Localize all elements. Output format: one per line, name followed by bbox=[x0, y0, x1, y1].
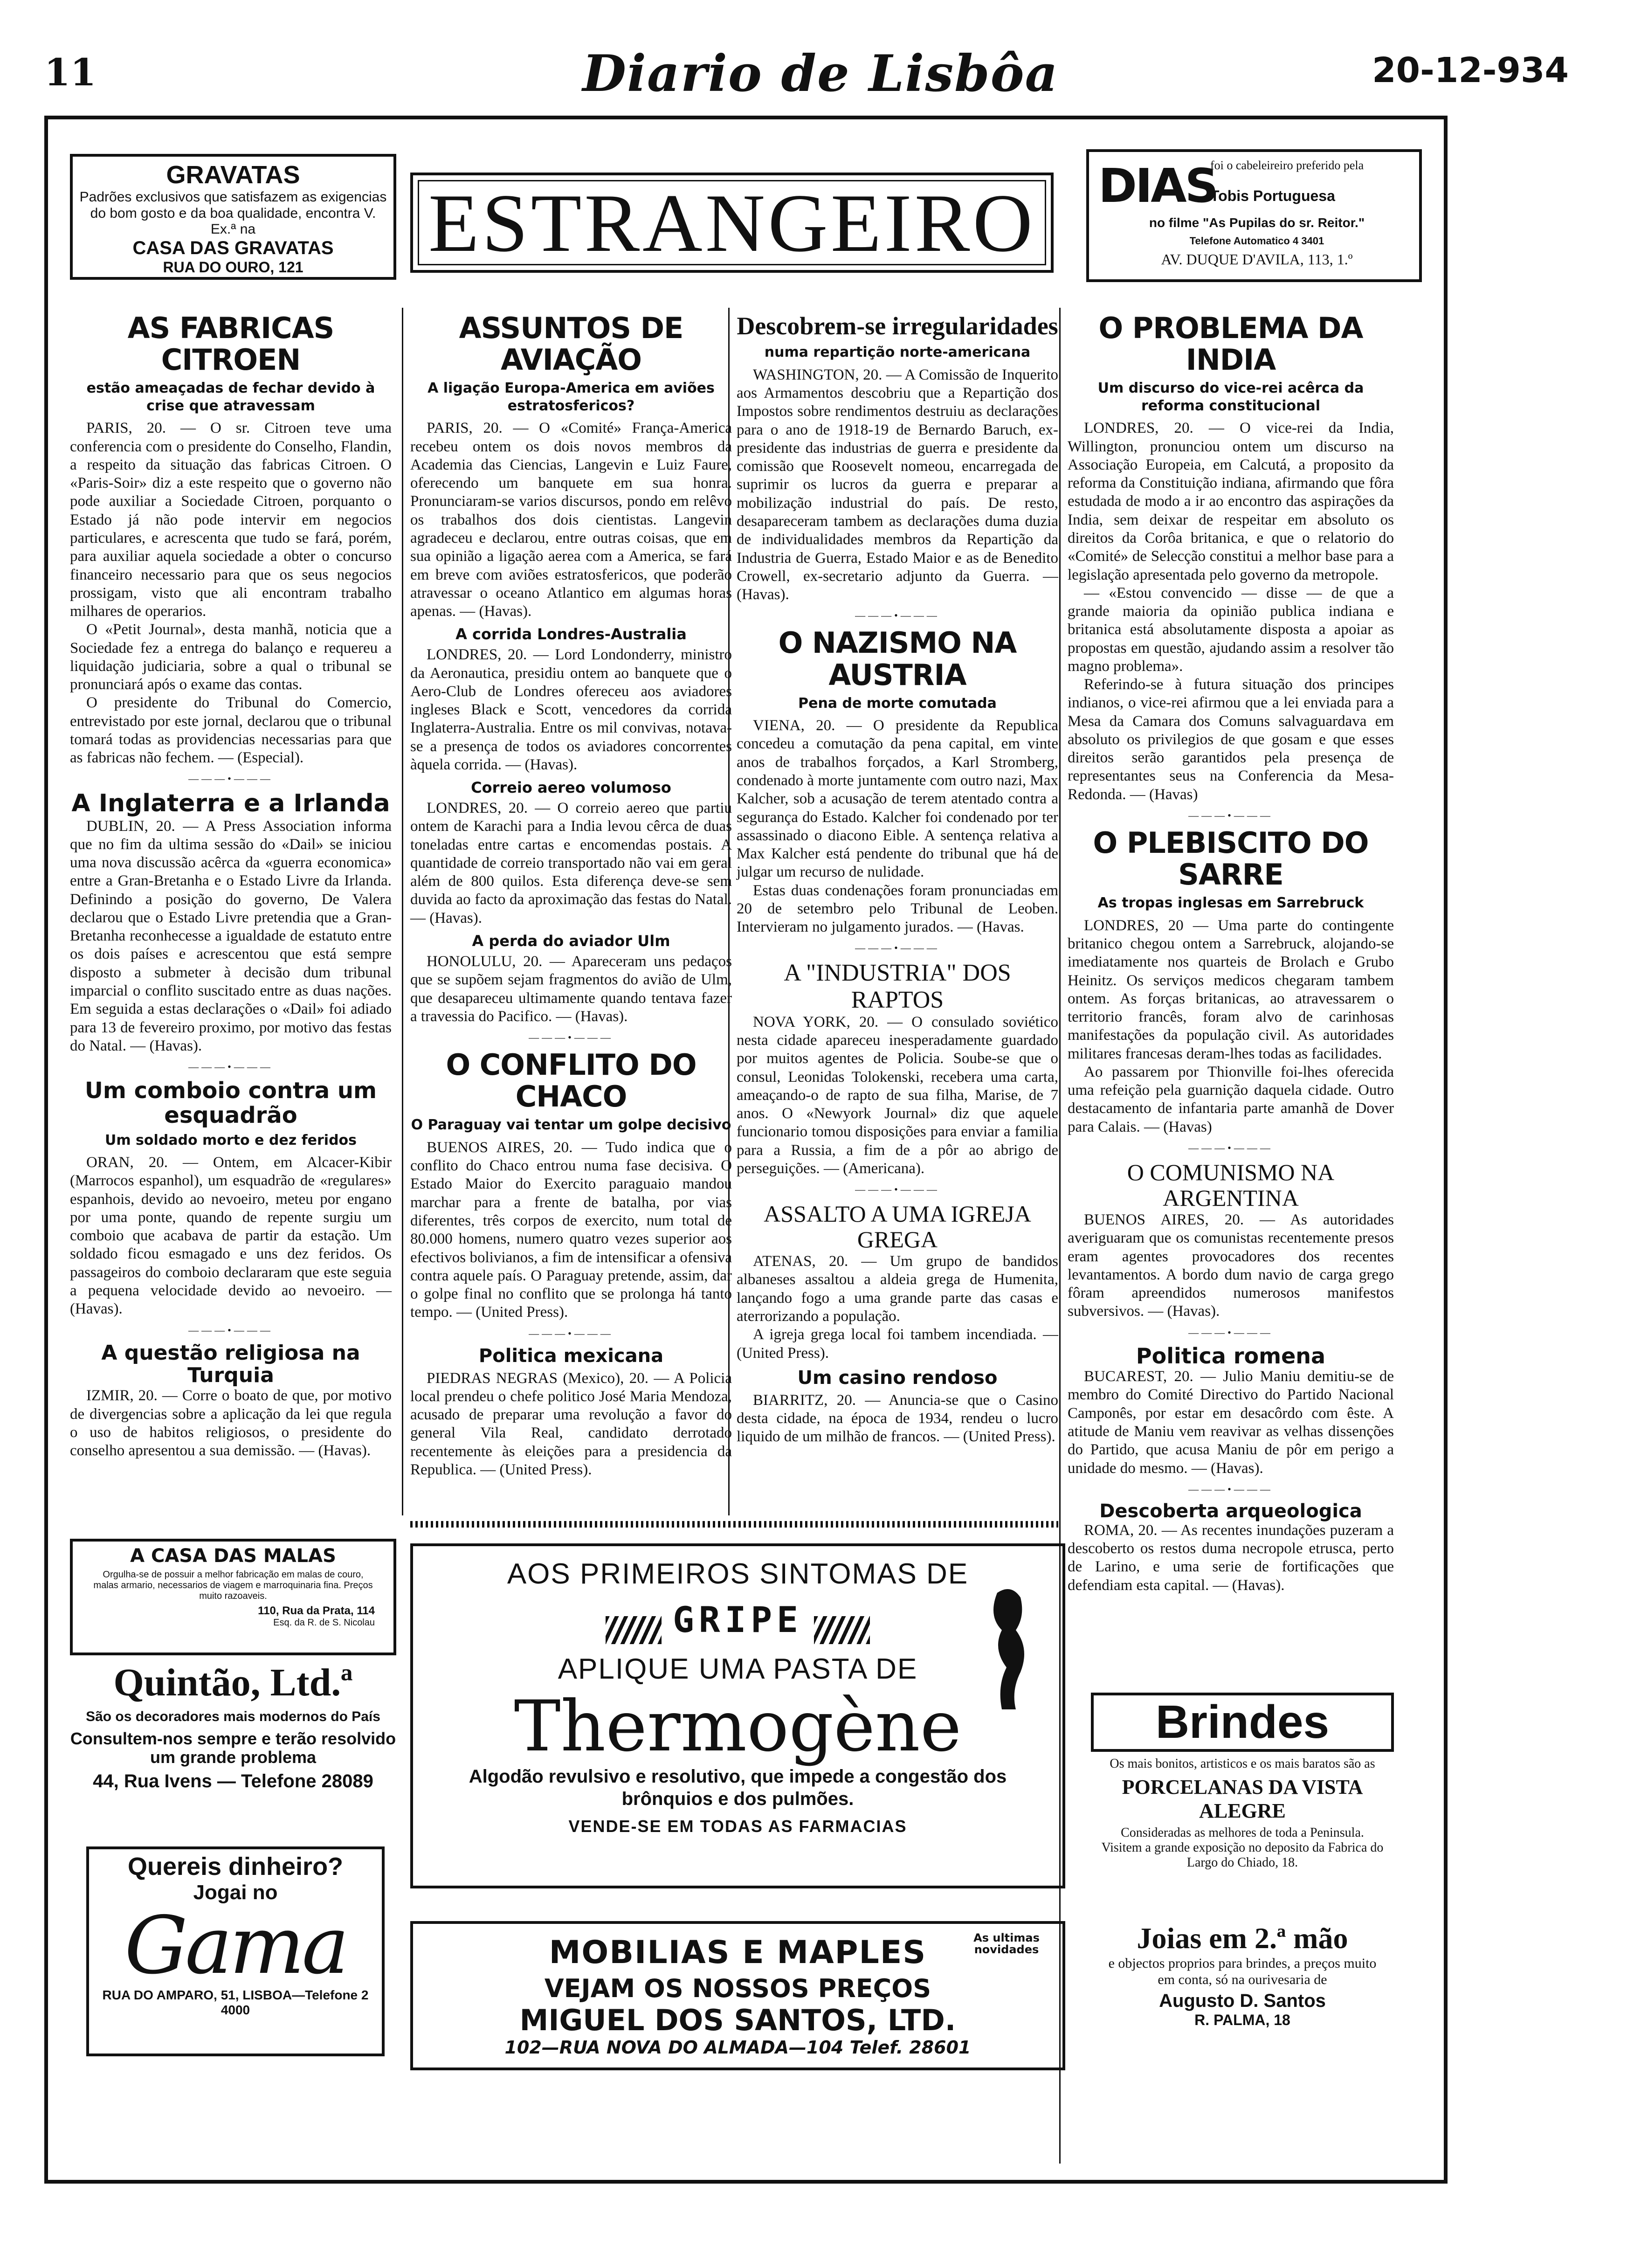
section-banner-title: ESTRANGEIRO bbox=[418, 180, 1046, 265]
ad-malas-title: A CASA DAS MALAS bbox=[130, 1545, 336, 1567]
ad-mobilias-line3: MIGUEL DOS SANTOS, LTD. bbox=[519, 2003, 956, 2037]
newspaper-title: Diario de Lisbôa bbox=[582, 44, 1059, 103]
ad-malas bbox=[70, 1539, 396, 1655]
paragraph: BUENOS AIRES, 20. — Tudo indica que o conflito do Chaco entrou numa fase decisiva. O Estado Maior do Exercito paraguaio mandou marchar para a frente de batalha, por vias diferentes, três corpos de exercito, num total de 80.000 homens, numero quatro vezes superior aos efectivos bolivianos, a fim de intensificar a ofensiva contra aquele país. O Paraguay pretende, assim, dar o golpe final no conflito que se prolonga há tanto tempo. — (United Press). bbox=[410, 1139, 732, 1321]
headline: A Inglaterra e a Irlanda bbox=[71, 789, 390, 818]
separator: ———•——— bbox=[855, 942, 940, 954]
paragraph: LONDRES, 20. — Lord Londonderry, ministro da Aeronautica, presidiu ontem ao banquete que o Aero-Club de Londres ofereceu aos aviadores ingleses Black e Scott, vencedores da corrida Inglaterra-Australia. Entre os mil convivas, notava-se a presença de todos os aviadores concorrentes àquela corrida. — (Havas). bbox=[410, 646, 732, 773]
hatch-decoration bbox=[606, 1616, 662, 1644]
article-romena bbox=[1068, 1344, 1394, 1478]
paragraph: — «Estou convencido — disse — de que a grande maioria da opinião publica indiana e britanica está absolutamente disposta a apoiar as propostas em questão, ajudando assim a resolver tão magno problema». bbox=[1068, 584, 1394, 675]
ad-thermogene-brand: Thermogène bbox=[514, 1686, 962, 1767]
column-3 bbox=[737, 312, 1058, 1446]
article-chaco bbox=[410, 1049, 732, 1479]
deck: Um discurso do vice-rei acêrca da reforma constitucional bbox=[1097, 380, 1364, 414]
ad-thermogene-line2: GRIPE bbox=[673, 1599, 803, 1640]
separator: ———•——— bbox=[855, 609, 940, 622]
paragraph: PIEDRAS NEGRAS (Mexico), 20. — A Policia local prendeu o chefe politico José Maria Mendoza, acusado de preparar uma revolução a favor do general Vila Real, candidato derrotado recentemente às eleições para a presidencia da Republica. — (United Press). bbox=[410, 1369, 732, 1478]
subheading: A perda do aviador Ulm bbox=[472, 932, 670, 950]
separator: ———•——— bbox=[1188, 1483, 1273, 1495]
paragraph: WASHINGTON, 20. — A Comissão de Inquerito aos Armamentos descobriu que a Repartição dos Impostos sobre rendimentos destruiu as declarações para o ano de 1918-19 de Bernardo Baruch, ex-presidente das industrias de guerra e presidente da comissão que Roosevelt nomeou, encarregada de suprimir os lucros da guerra e preparar a mobilização industrial do país. De resto, desapareceram tambem as declarações duma duzia de individualidades membros da Repartição da Industria de Guerra, Estado Maior e as de Benedito Crowell, ex-secretario adjunto da Guerra. — (Havas). bbox=[737, 366, 1058, 603]
headline: ASSUNTOS DE AVIAÇÃO bbox=[459, 311, 683, 377]
deck: estão ameaçadas de fechar devido à crise que atravessam bbox=[86, 380, 375, 414]
ad-quintao bbox=[70, 1660, 396, 1846]
ad-thermogene-line5: VENDE-SE EM TODAS AS FARMACIAS bbox=[568, 1816, 907, 1836]
ad-malas-text: Orgulha-se de possuir a melhor fabricação em malas de couro, malas armario, necessarios de viagem e marroquinaria fina. Preços muito razoaveis. bbox=[93, 1570, 373, 1601]
ad-mobilias-line1: MOBILIAS E MAPLES bbox=[549, 1934, 927, 1971]
article-sarre bbox=[1068, 827, 1394, 1136]
ad-thermogene-gripe-row bbox=[413, 1599, 1062, 1644]
ad-dias-name: DIAS bbox=[1098, 159, 1217, 213]
paragraph: VIENA, 20. — O presidente da Republica concedeu a comutação da pena capital, em vinte anos de trabalhos forçados, a Karl Stromberg, condenado à morte juntamente com outro nazi, Max Kalcher, sob a acusação de terem atentado contra a segurança do Estado. Kalcher foi condenado por ter assassinado o diacono Eible. A sentença relativa a Max Kalcher está pendente do tribunal que há de julgar um recurso de nulidade. bbox=[737, 717, 1058, 881]
paragraph: O presidente do Tribunal do Comercio, entrevistado por este jornal, declarou que o tribunal tomará todas as providencias necessarias para que as fabricas não fechem. — (Especial). bbox=[70, 694, 392, 767]
section-banner bbox=[410, 173, 1054, 273]
separator: ———•——— bbox=[529, 1031, 614, 1044]
ad-quintao-line2: Consultem-nos sempre e terão resolvido um grande problema bbox=[70, 1729, 396, 1767]
ad-malas-address1: 110, Rua da Prata, 114 bbox=[258, 1604, 375, 1617]
paragraph: LONDRES, 20. — O correio aereo que partiu ontem de Karachi para a India levou cêrca de duas toneladas entre cartas e encomendas postais. A quantidade de correio transportado não vai em geral além de 800 quilos. Esta diferença deve-se sem duvida ao facto da aproximação das festas do Natal. — (Havas). bbox=[410, 800, 732, 927]
article-turquia bbox=[70, 1342, 392, 1460]
ad-gravatas-address: RUA DO OURO, 121 bbox=[163, 258, 303, 276]
ad-dias-line3: no filme "As Pupilas do sr. Reitor." bbox=[1149, 215, 1365, 230]
ad-dias-line5: AV. DUQUE D'AVILA, 113, 1.º bbox=[1161, 251, 1353, 268]
ad-thermogene-line3: APLIQUE UMA PASTA DE bbox=[558, 1653, 918, 1685]
ad-thermogene bbox=[410, 1543, 1065, 1888]
deck: As tropas inglesas em Sarrebruck bbox=[1097, 895, 1364, 912]
separator: ———•——— bbox=[1188, 1142, 1273, 1154]
article-india bbox=[1068, 312, 1394, 804]
ad-joias-text: e objectos proprios para brindes, a preços muito em conta, só na ourivesaria de bbox=[1108, 1956, 1377, 1987]
paragraph: ATENAS, 20. — Um grupo de bandidos albaneses assaltou a aldeia grega de Humenita, lançando fogo a uma grande parte das casas e aterrorizando a população. bbox=[737, 1253, 1058, 1325]
separator: ———•——— bbox=[188, 1324, 273, 1336]
headline: O PLEBISCITO DO SARRE bbox=[1093, 825, 1369, 892]
article-aviacao bbox=[410, 312, 732, 1026]
paragraph: Estas duas condenações foram pronunciadas em 20 de setembro pelo Tribunal de Leoben. Intervieram no julgamento jurados. — (Havas. bbox=[737, 882, 1058, 936]
ad-brindes bbox=[1086, 1693, 1399, 1907]
ad-joias-name: Augusto D. Santos bbox=[1159, 1991, 1326, 2011]
ad-gravatas-shop: CASA DAS GRAVATAS bbox=[132, 237, 334, 258]
subheading: Um casino rendoso bbox=[797, 1367, 998, 1389]
subheading: A corrida Londres-Australia bbox=[455, 625, 687, 643]
paragraph: NOVA YORK, 20. — O consulado soviético nesta cidade apareceu inesperadamente guardado por muitos agentes de Policia. Soube-se que o consul, Leonidas Tolokenski, recebera uma carta, ameaçando-o de rapto de sua filha, Marise, de 7 anos. O «Newyork Journal» diz que aquele funcionario tomou disposições para enviar a familia para a Russia, a fim de a pôr ao abrigo de perseguições. — (Americana). bbox=[737, 1013, 1058, 1177]
paragraph: A igreja grega local foi tambem incendiada. — (United Press). bbox=[737, 1326, 1058, 1362]
ad-gravatas bbox=[70, 154, 396, 280]
deck: A ligação Europa-America em aviões estratosfericos? bbox=[427, 380, 715, 414]
column-1 bbox=[70, 312, 392, 1460]
separator: ———•——— bbox=[1188, 1326, 1273, 1338]
issue-date: 20-12-934 bbox=[1372, 50, 1569, 90]
paragraph: HONOLULU, 20. — Apareceram uns pedaços que se supõem sejam fragmentos do avião de Ulm, que desapareceu ultimamente quando tentava fazer a travessia do Pacifico. — (Havas). bbox=[410, 953, 732, 1025]
paragraph: Referindo-se à futura situação dos principes indianos, o vice-rei afirmou que a lei enviada para a Mesa da Camara dos Comuns salvaguardava em absoluto os privilegios de que gosam e que esses direitos serão garantidos pela presença de representantes seus na Conferencia da Mesa-Redonda. — (Havas) bbox=[1068, 676, 1394, 803]
paragraph: LONDRES, 20 — Uma parte do contingente britanico chegou ontem a Sarrebruck, alojando-se imediatamente nos quarteis de Brolach e Grubo Heinitz. Os serviços medicos chegaram tambem ontem. As forças britanicas, ao atravessarem o territorio francês, foram alvo de carinhosas manifestações da população civil. As autoridades militares francesas deram-lhes todas as facilidades. bbox=[1068, 917, 1394, 1062]
ad-brindes-line3: Consideradas as melhores de toda a Peninsula. bbox=[1121, 1825, 1364, 1840]
paragraph: PARIS, 20. — O sr. Citroen teve uma conferencia com o presidente do Conselho, Flandin, a respeito da situação das fabricas Citroen. O «Paris-Soir» diz a este respeito que o governo não pode auxiliar a Sociedade Citroen, porquanto o Estado já não pode intervir em negocios particulares, e acrescenta que tudo se fará, porém, para auxiliar aquela sociedade a obter o concurso financeiro necessario para que os seus negocios prossigam, visto que ali encontram trabalho milhares de operarios. bbox=[70, 420, 392, 620]
ad-dias-line2: Tobis Portuguesa bbox=[1210, 187, 1335, 204]
ad-malas-address2: Esq. da R. de S. Nicolau bbox=[273, 1618, 375, 1628]
paragraph: PARIS, 20. — O «Comité» França-America recebeu ontem os dois novos membros da Academia das Ciencias, Langevin e Luiz Faure, oferecendo um banquete em sua honra. Pronunciaram-se varios discursos, pondo em relêvo os trabalhos dos dois cientistas. Langevin agradeceu e declarou, entre outras coisas, que em sua opinião a ligação aerea com a America, se fará em breve com aviões estratosfericos, que poderão atravessar o oceano Atlantico em algumas horas apenas. — (Havas). bbox=[410, 420, 732, 620]
page-number: 11 bbox=[44, 50, 97, 94]
article-arqueologica bbox=[1068, 1501, 1394, 1595]
ad-gravatas-title: GRAVATAS bbox=[166, 161, 300, 189]
subheading: Correio aereo volumoso bbox=[471, 779, 671, 797]
ad-thermogene-line1: AOS PRIMEIROS SINTOMAS DE bbox=[507, 1558, 969, 1590]
subheading: Politica mexicana bbox=[478, 1345, 664, 1367]
hatch-decoration bbox=[814, 1616, 870, 1644]
ad-gama-line1: Quereis dinheiro? bbox=[127, 1853, 344, 1881]
ad-brindes-title: Brindes bbox=[1091, 1693, 1394, 1752]
ad-gama-footer: RUA DO AMPARO, 51, LISBOA—Telefone 2 4000 bbox=[102, 1987, 369, 2017]
deck: O Paraguay vai tentar um golpe decisivo bbox=[411, 1117, 731, 1134]
paragraph: Ao passarem por Thionville foi-lhes oferecida uma refeição pela guarnição daquela cidade. Outro destacamento de infantaria parte amanhã de Dover para Calais. — (Havas) bbox=[1068, 1063, 1394, 1135]
article-irregularidades bbox=[737, 312, 1058, 604]
article-citroen bbox=[70, 312, 392, 767]
ad-brindes-line1: Os mais bonitos, artisticos e os mais baratos são as bbox=[1110, 1756, 1375, 1771]
ad-mobilias bbox=[410, 1921, 1065, 2070]
separator: ———•——— bbox=[188, 773, 273, 785]
ad-gama-line2: Jogai no bbox=[193, 1881, 278, 1904]
headline: Descobrem-se irregularidades bbox=[737, 312, 1058, 340]
ad-dias-line1: foi o cabeleireiro preferido pela bbox=[1210, 159, 1364, 172]
separator: ———•——— bbox=[855, 1183, 940, 1196]
ad-joias-title: Joias em 2.ª mão bbox=[1137, 1922, 1348, 1955]
article-nazismo bbox=[737, 627, 1058, 936]
headline: O COMUNISMO NA ARGENTINA bbox=[1127, 1159, 1335, 1211]
ad-brindes-line4: Visitem a grande exposição no deposito da Fabrica do Largo do Chiado, 18. bbox=[1101, 1840, 1384, 1870]
divider bbox=[410, 1521, 1058, 1528]
ad-mobilias-side: As ultimas novidades bbox=[973, 1931, 1040, 1957]
ad-mobilias-line4: 102—RUA NOVA DO ALMADA—104 Telef. 28601 bbox=[504, 2037, 971, 2058]
headline: Politica romena bbox=[1136, 1343, 1326, 1369]
paragraph: ROMA, 20. — As recentes inundações puzeram a descoberto os restos duma necropole etrusca, perto de Larino, e uma serie de fortificações que defendiam esta capital. — (Havas). bbox=[1068, 1521, 1394, 1594]
headline: A "INDUSTRIA" DOS RAPTOS bbox=[784, 960, 1011, 1013]
paragraph: BIARRITZ, 20. — Anuncia-se que o Casino desta cidade, na época de 1934, rendeu o lucro liquido de um milhão de francos. — (United Press). bbox=[737, 1391, 1058, 1445]
ad-thermogene-line4: Algodão revulsivo e resolutivo, que impede a congestão dos brônquios e dos pulmões. bbox=[469, 1766, 1007, 1809]
separator: ———•——— bbox=[188, 1061, 273, 1073]
ad-quintao-title: Quintão, Ltd.ª bbox=[113, 1661, 353, 1704]
ad-joias bbox=[1086, 1921, 1399, 2052]
ad-gama-logo: Gama bbox=[124, 1900, 346, 1992]
ad-joias-address: R. PALMA, 18 bbox=[1194, 2012, 1290, 2028]
article-raptos bbox=[737, 960, 1058, 1178]
paragraph: IZMIR, 20. — Corre o boato de que, por motivo de divergencias sobre a aplicação da lei que regula o uso de habitos religiosos, o presidente do conselho apresentou a sua demissão. — (Havas). bbox=[70, 1387, 392, 1459]
ad-gama bbox=[86, 1846, 385, 2056]
paragraph: O «Petit Journal», desta manhã, noticia que a Sociedade fez a entrega do balanço e requereu a liquidação judiciaria, sobre a qual o tribunal se pronunciará após o exame das contas. bbox=[70, 621, 392, 693]
ad-mobilias-line2: VEJAM OS NOSSOS PREÇOS bbox=[544, 1974, 931, 2003]
headline: ASSALTO A UMA IGREJA GREGA bbox=[764, 1201, 1031, 1253]
column-4 bbox=[1068, 312, 1394, 1595]
headline: O NAZISMO NA AUSTRIA bbox=[778, 626, 1017, 692]
ad-dias-line4: Telefone Automatico 4 3401 bbox=[1189, 235, 1324, 247]
paragraph: BUENOS AIRES, 20. — As autoridades averiguaram que os comunistas recentemente presos eram agentes provocadores dos recentes levantamentos. A bordo dum navio de carga grego fôram apreendidos numerosos manifestos subversivos. — (Havas). bbox=[1068, 1211, 1394, 1320]
column-2 bbox=[410, 312, 732, 1479]
figure-illustration bbox=[969, 1579, 1048, 1719]
column-rule bbox=[402, 308, 403, 1515]
ad-brindes-line2: PORCELANAS DA VISTA ALEGRE bbox=[1122, 1776, 1363, 1822]
headline: A questão religiosa na Turquia bbox=[101, 1341, 360, 1387]
separator: ———•——— bbox=[1188, 809, 1273, 821]
paragraph: LONDRES, 20. — O vice-rei da India, Willington, pronunciou ontem um discurso na Associação Europeia, em Calcutá, a proposito da reforma da Constituição indiana, afirmando que fôra estudada de modo a ir ao encontro das aspirações da India, sem deixar de respeitar em absoluto os direitos da Corôa britanica, e que o relatorio do «Comité» de Selecção constitui a melhor base para a legislação apresentada pelo governo da metropole. bbox=[1068, 420, 1394, 583]
ad-gravatas-text: Padrões exclusivos que satisfazem as exigencias do bom gosto e da boa qualidade, encontra V. Ex.ª na bbox=[79, 189, 387, 237]
separator: ———•——— bbox=[529, 1327, 614, 1339]
ad-dias bbox=[1086, 149, 1422, 282]
deck: Um soldado morto e dez feridos bbox=[104, 1132, 357, 1148]
article-irlanda bbox=[70, 790, 392, 1055]
paragraph: DUBLIN, 20. — A Press Association informa que no fim da ultima sessão do «Dail» se iniciou uma nova discussão acêrca da «guerra economica» entre a Gran-Bretanha e o Estado Livre da Irlanda. Definindo a posição do governo, De Valera declarou que o Estado Livre pretendia que a Gran-Bretanha reconhecesse a igualdade de estatuto entre os dois países e acrescentou que está sempre disposto a submeter à decisão dum tribunal imparcial o conflito suscitado entre as duas nações. Em seguida a estas declarações o «Dail» foi adiado para 13 de fevereiro proximo, por motivo das festas do Natal. — (Havas). bbox=[70, 817, 392, 1054]
headline: O CONFLITO DO CHACO bbox=[446, 1048, 696, 1114]
article-comboio bbox=[70, 1079, 392, 1318]
masthead bbox=[0, 0, 1641, 117]
headline: O PROBLEMA DA INDIA bbox=[1098, 311, 1363, 377]
ad-quintao-line1: São os decoradores mais modernos do País bbox=[86, 1709, 380, 1724]
headline: AS FABRICAS CITROEN bbox=[127, 311, 334, 377]
article-argentina bbox=[1068, 1160, 1394, 1321]
paragraph: BUCAREST, 20. — Julio Maniu demitiu-se de membro do Comité Directivo do Partido Nacional Camponês, por estar em desacôrdo com êste. A atitude de Maniu vem reavivar as velhas dissenções do Partido, que acusa Maniu de pôr em perigo a unidade do mesmo. — (Havas). bbox=[1068, 1368, 1394, 1477]
paragraph: ORAN, 20. — Ontem, em Alcacer-Kibir (Marrocos espanhol), um esquadrão de «regulares» espanhois, devido ao nevoeiro, meteu por engano por uma ponte, quando de repente surgiu um comboio que acabava de partir da estação. Um soldado ficou esmagado e uns dez feridos. Os passageiros do comboio declararam que este seguia a pequena velocidade devido ao nevoeiro. — (Havas). bbox=[70, 1154, 392, 1318]
ad-quintao-line3: 44, Rua Ivens — Telefone 28089 bbox=[93, 1771, 373, 1792]
headline: Um comboio contra um esquadrão bbox=[84, 1078, 377, 1128]
article-assalto bbox=[737, 1201, 1058, 1446]
deck: Pena de morte comutada bbox=[798, 695, 997, 712]
headline: Descoberta arqueologica bbox=[1099, 1500, 1362, 1522]
deck: numa repartição norte-americana bbox=[764, 344, 1031, 361]
